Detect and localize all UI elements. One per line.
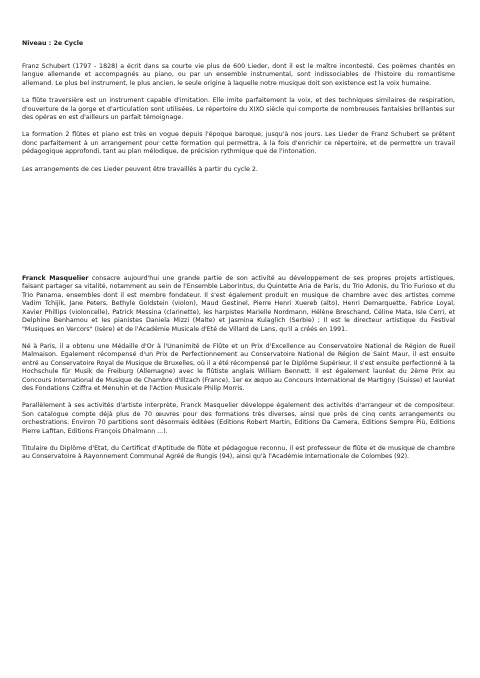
bio-paragraph-2: Né à Paris, il a obtenu une Médaille d'Or à l'Unanimité de Flûte et un Prix d'Excellence au Conservatoire National de Région de Rueil Malmaison. Egalement récompensé d'un Prix de Perfectionnement au Conservatoire National de Région de Saint Maur, il est ensuite entré au Conservatoire Royal de Musique de Bruxelles, où il a été récompensé par le Diplôme Supérieur. Il s'est ensuite perfectionné à la Hochschule für Musik de Freiburg (Allemagne) avec le flûtiste anglais William Bennett. Il est également lauréat du 2ème Prix au Concours International de Musique de Chambre d'Illzach (France), 1er ex æquo au Concours International de Martigny (Suisse) et lauréat des Fondations Cziffra et Menuhin et de l'Action Musicale Philip Morris. — [22, 342, 455, 392]
bio-paragraph-4: Titulaire du Diplôme d'Etat, du Certificat d'Aptitude de flûte et pédagogue reconnu, il est professeur de flûte et de musique de chambre au Conservatoire à Rayonnement Communal Agréé de Rungis (94), ainsi qu'à l'Académie Internationale de Colombes (92). — [22, 444, 455, 461]
intro-paragraph-1: Franz Schubert (1797 - 1828) a écrit dans sa courte vie plus de 600 Lieder, dont il est le maître incontesté. Ces poèmes chantés en langue allemande et accompagnés au piano, ou par un ensemble instrumental, sont indissociables de l'histoire du romantisme allemand. Le plus bel instrument, le plus ancien, le seule origine à laquelle notre musique doit son existence est la voix humaine. — [22, 63, 455, 87]
intro-paragraph-3: La formation 2 flûtes et piano est très en vogue depuis l'époque baroque, jusqu'à nos jours. Les Lieder de Franz Schubert se prêtent donc parfaitement à un arrangement pour cette formation qui permettra, à la fois d'enrichir ce répertoire, et de permettre un travail pédagogique approfondi, tant au plan mélodique, de précision rythmique que de l'intonation. — [22, 131, 455, 156]
bio-paragraph-1 — [22, 275, 455, 334]
intro-paragraph-4: Les arrangements de ces Lieder peuvent être travaillés à partir du cycle 2. — [22, 165, 258, 173]
intro-paragraph-2: La flûte traversière est un instrument capable d'imitation. Elle imite parfaitement la voix, et des techniques similaires de respiration, d'ouverture de la gorge et d'articulation sont utilisées. Le répertoire du XIXO siècle qui comporte de nombreuses fantaisies brillantes sur des opéras en est d'ailleurs un parfait témoignage. — [22, 97, 455, 122]
author-biography — [22, 275, 455, 462]
author-name: Franck Masquelier — [22, 275, 89, 283]
bio-paragraph-1-text: consacre aujourd'hui une grande partie de son activité au développement de ses propres projets artistiques, faisant partager sa vitalité, notamment au sein de l'Ensemble Laborintus, du Quintette Aria de Paris, du Trio Adonis, du Trio Furioso et du Trio Panama, ensembles dont il est membre fondateur. Il s'est également produit en musique de chambre avec des artistes comme Vadim Tchijik, Jane Peters, Bethyle Goldstein (violon), Maud Gestinel, Pierre Henri Xuereb (alto), Henri Demarquette, Fabrice Loyal, Xavier Phillips (violoncelle), Patrick Messina (clarinette), les harpistes Marielle Nordmann, Hélène Breschand, Céline Mata, Isle Cerri, et Delphine Benhamou et les pianistes Daniela Mizzi (Malte) et Jasmina Kulaglich (Serbie) ; Il est le directeur artistique du Festival "Musiques en Vercors" (Isère) et de l'Académie Musicale d'Eté de Villard de Lans, qu'il a créés en 1991. — [22, 275, 455, 333]
bio-paragraph-3: Parallèlement à ses activités d'artiste interprète, Franck Masquelier développe également des activités d'arrangeur et de compositeur. Son catalogue compte déjà plus de 70 œuvres pour des formations très diverses, ainsi que près de cinq cents arrangements ou orchestrations. Environ 70 partitions sont désormais éditées (Editions Robert Martin, Editions Da Camera, Editions Sempre Più, Editions Pierre Lafitan, Editions François Dhalmann ...). — [22, 402, 455, 435]
level-heading: Niveau : 2e Cycle — [22, 40, 84, 47]
